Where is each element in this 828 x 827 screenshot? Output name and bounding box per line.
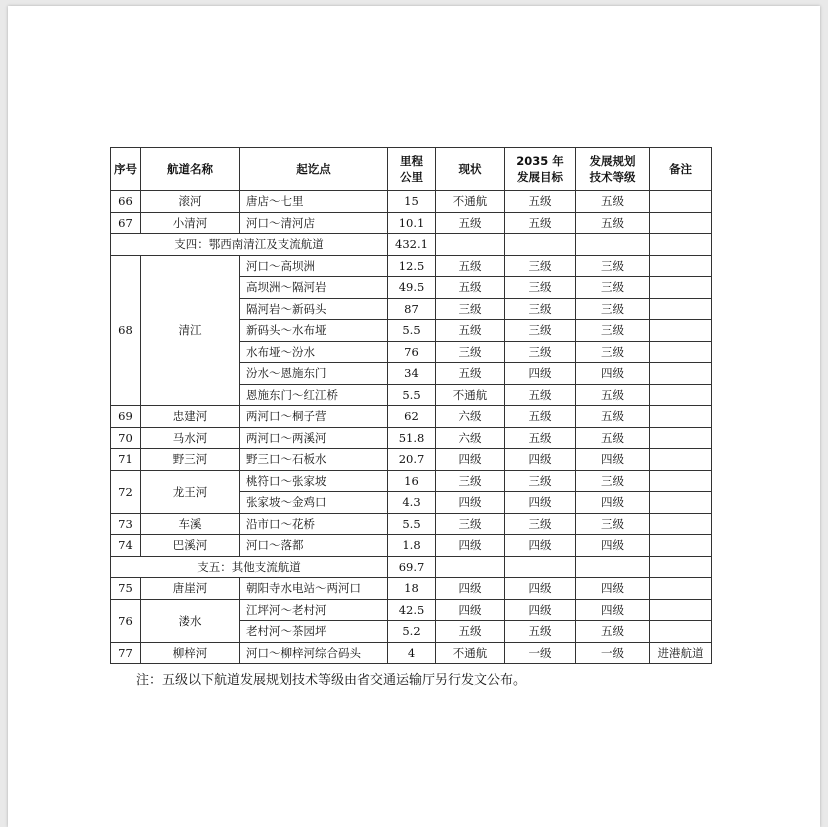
cell-remark	[650, 621, 712, 643]
table-row	[111, 191, 712, 213]
cell-km: 10.1	[388, 212, 436, 234]
cell-name: 野三河	[141, 449, 240, 471]
cell-km: 34	[388, 363, 436, 385]
cell-target: 四级	[505, 578, 576, 600]
col-header-no: 序号	[111, 148, 141, 191]
cell-remark	[650, 556, 712, 578]
cell-grade: 五级	[576, 621, 650, 643]
cell-name: 溇水	[141, 599, 240, 642]
table-header-row	[111, 148, 712, 191]
cell-remark	[650, 578, 712, 600]
cell-route: 河口～柳梓河综合码头	[240, 642, 388, 664]
cell-grade: 三级	[576, 470, 650, 492]
cell-target: 四级	[505, 599, 576, 621]
cell-route: 河口～高坝洲	[240, 255, 388, 277]
cell-name: 柳梓河	[141, 642, 240, 664]
cell-route: 河口～落都	[240, 535, 388, 557]
cell-remark	[650, 513, 712, 535]
cell-remark	[650, 363, 712, 385]
waterway-table	[110, 147, 712, 664]
cell-route: 高坝洲～隔河岩	[240, 277, 388, 299]
table-row	[111, 212, 712, 234]
cell-km: 12.5	[388, 255, 436, 277]
table-row	[111, 449, 712, 471]
cell-route: 新码头～水布垭	[240, 320, 388, 342]
cell-target: 四级	[505, 449, 576, 471]
cell-route: 唐店～七里	[240, 191, 388, 213]
cell-grade: 四级	[576, 599, 650, 621]
table-row	[111, 642, 712, 664]
col-header-km	[388, 148, 436, 191]
cell-status: 三级	[436, 470, 505, 492]
cell-status: 五级	[436, 621, 505, 643]
col-header-grade	[576, 148, 650, 191]
cell-remark	[650, 470, 712, 492]
cell-no: 70	[111, 427, 141, 449]
cell-remark	[650, 599, 712, 621]
col-header-grade-line2: 技术等级	[589, 170, 636, 184]
cell-no: 75	[111, 578, 141, 600]
cell-route: 恩施东门～红江桥	[240, 384, 388, 406]
cell-status: 五级	[436, 363, 505, 385]
cell-km: 5.5	[388, 384, 436, 406]
cell-no: 71	[111, 449, 141, 471]
cell-km: 15	[388, 191, 436, 213]
cell-target: 五级	[505, 212, 576, 234]
cell-target	[505, 234, 576, 256]
cell-km: 76	[388, 341, 436, 363]
cell-status: 五级	[436, 320, 505, 342]
cell-name: 唐崖河	[141, 578, 240, 600]
cell-remark	[650, 449, 712, 471]
cell-route: 两河口～桐子营	[240, 406, 388, 428]
cell-status: 四级	[436, 599, 505, 621]
cell-route: 水布垭～汾水	[240, 341, 388, 363]
cell-no: 68	[111, 255, 141, 406]
cell-status: 不通航	[436, 642, 505, 664]
col-header-target-line1: 2035 年	[516, 154, 564, 168]
cell-remark	[650, 341, 712, 363]
cell-route: 汾水～恩施东门	[240, 363, 388, 385]
cell-grade: 三级	[576, 255, 650, 277]
cell-route: 桃符口～张家坡	[240, 470, 388, 492]
col-header-target	[505, 148, 576, 191]
cell-grade: 五级	[576, 384, 650, 406]
cell-status: 四级	[436, 535, 505, 557]
cell-grade: 一级	[576, 642, 650, 664]
cell-no: 76	[111, 599, 141, 642]
cell-remark	[650, 384, 712, 406]
cell-grade: 五级	[576, 406, 650, 428]
cell-status: 四级	[436, 492, 505, 514]
cell-target: 四级	[505, 363, 576, 385]
cell-remark	[650, 427, 712, 449]
cell-remark	[650, 212, 712, 234]
section-row	[111, 556, 712, 578]
cell-remark	[650, 492, 712, 514]
cell-km: 51.8	[388, 427, 436, 449]
table-row	[111, 578, 712, 600]
cell-status: 四级	[436, 578, 505, 600]
cell-route: 沿市口～花桥	[240, 513, 388, 535]
cell-name: 巴溪河	[141, 535, 240, 557]
cell-remark	[650, 191, 712, 213]
cell-km: 20.7	[388, 449, 436, 471]
cell-status: 五级	[436, 212, 505, 234]
cell-grade: 四级	[576, 578, 650, 600]
cell-name: 清江	[141, 255, 240, 406]
cell-remark	[650, 535, 712, 557]
cell-name: 小清河	[141, 212, 240, 234]
cell-status	[436, 556, 505, 578]
table-row	[111, 427, 712, 449]
col-header-target-line2: 发展目标	[517, 170, 563, 184]
section-title: 支五：其他支流航道	[111, 556, 388, 578]
cell-target: 五级	[505, 406, 576, 428]
cell-no: 74	[111, 535, 141, 557]
cell-remark	[650, 298, 712, 320]
cell-km: 87	[388, 298, 436, 320]
cell-grade	[576, 234, 650, 256]
cell-remark	[650, 234, 712, 256]
section-km: 69.7	[388, 556, 436, 578]
cell-target: 五级	[505, 427, 576, 449]
cell-grade: 四级	[576, 449, 650, 471]
cell-route: 老村河～茶园坪	[240, 621, 388, 643]
cell-no: 73	[111, 513, 141, 535]
cell-grade: 四级	[576, 492, 650, 514]
cell-status: 五级	[436, 277, 505, 299]
cell-no: 72	[111, 470, 141, 513]
cell-target: 五级	[505, 621, 576, 643]
cell-target: 三级	[505, 341, 576, 363]
cell-km: 16	[388, 470, 436, 492]
col-header-name: 航道名称	[141, 148, 240, 191]
cell-km: 5.5	[388, 320, 436, 342]
cell-no: 77	[111, 642, 141, 664]
table-row	[111, 255, 712, 277]
table-row	[111, 513, 712, 535]
section-title: 支四：鄂西南清江及支流航道	[111, 234, 388, 256]
cell-km: 5.2	[388, 621, 436, 643]
cell-name: 滚河	[141, 191, 240, 213]
cell-grade	[576, 556, 650, 578]
cell-target: 五级	[505, 384, 576, 406]
section-km: 432.1	[388, 234, 436, 256]
cell-status: 六级	[436, 406, 505, 428]
cell-status: 六级	[436, 427, 505, 449]
col-header-grade-line1: 发展规划	[589, 154, 636, 168]
col-header-remark: 备注	[650, 148, 712, 191]
cell-km: 1.8	[388, 535, 436, 557]
cell-grade: 三级	[576, 341, 650, 363]
cell-route: 朝阳寺水电站～两河口	[240, 578, 388, 600]
cell-km: 4	[388, 642, 436, 664]
footnote: 注：五级以下航道发展规划技术等级由省交通运输厅另行发文公布。	[136, 673, 527, 688]
cell-status: 不通航	[436, 191, 505, 213]
cell-route: 张家坡～金鸡口	[240, 492, 388, 514]
cell-km: 42.5	[388, 599, 436, 621]
cell-route: 河口～清河店	[240, 212, 388, 234]
cell-name: 龙王河	[141, 470, 240, 513]
table-row	[111, 535, 712, 557]
cell-route: 野三口～石板水	[240, 449, 388, 471]
cell-remark	[650, 406, 712, 428]
cell-target: 三级	[505, 277, 576, 299]
table-row	[111, 406, 712, 428]
cell-name: 车溪	[141, 513, 240, 535]
cell-grade: 四级	[576, 363, 650, 385]
cell-remark	[650, 277, 712, 299]
cell-grade: 三级	[576, 298, 650, 320]
cell-status	[436, 234, 505, 256]
cell-km: 18	[388, 578, 436, 600]
cell-route: 隔河岩～新码头	[240, 298, 388, 320]
cell-target: 四级	[505, 535, 576, 557]
cell-status: 三级	[436, 341, 505, 363]
cell-target: 三级	[505, 470, 576, 492]
cell-target: 三级	[505, 255, 576, 277]
col-header-km-line2: 公里	[400, 170, 423, 184]
cell-target: 三级	[505, 513, 576, 535]
cell-grade: 四级	[576, 535, 650, 557]
cell-no: 66	[111, 191, 141, 213]
document-page	[8, 6, 820, 827]
cell-route: 江坪河～老村河	[240, 599, 388, 621]
cell-km: 49.5	[388, 277, 436, 299]
col-header-status: 现状	[436, 148, 505, 191]
cell-grade: 三级	[576, 277, 650, 299]
cell-no: 67	[111, 212, 141, 234]
cell-remark	[650, 320, 712, 342]
cell-status: 五级	[436, 255, 505, 277]
cell-remark: 进港航道	[650, 642, 712, 664]
cell-target: 三级	[505, 320, 576, 342]
cell-target: 一级	[505, 642, 576, 664]
cell-grade: 五级	[576, 191, 650, 213]
cell-name: 忠建河	[141, 406, 240, 428]
cell-target	[505, 556, 576, 578]
cell-status: 三级	[436, 513, 505, 535]
cell-status: 三级	[436, 298, 505, 320]
cell-grade: 五级	[576, 427, 650, 449]
cell-km: 62	[388, 406, 436, 428]
table-row	[111, 470, 712, 492]
cell-status: 不通航	[436, 384, 505, 406]
cell-target: 三级	[505, 298, 576, 320]
section-row	[111, 234, 712, 256]
cell-km: 4.3	[388, 492, 436, 514]
table-row	[111, 599, 712, 621]
cell-target: 五级	[505, 191, 576, 213]
cell-grade: 三级	[576, 320, 650, 342]
cell-no: 69	[111, 406, 141, 428]
cell-remark	[650, 255, 712, 277]
cell-grade: 五级	[576, 212, 650, 234]
cell-route: 两河口～两溪河	[240, 427, 388, 449]
cell-grade: 三级	[576, 513, 650, 535]
col-header-km-line1: 里程	[400, 154, 423, 168]
cell-km: 5.5	[388, 513, 436, 535]
cell-status: 四级	[436, 449, 505, 471]
col-header-route: 起讫点	[240, 148, 388, 191]
cell-target: 四级	[505, 492, 576, 514]
cell-name: 马水河	[141, 427, 240, 449]
